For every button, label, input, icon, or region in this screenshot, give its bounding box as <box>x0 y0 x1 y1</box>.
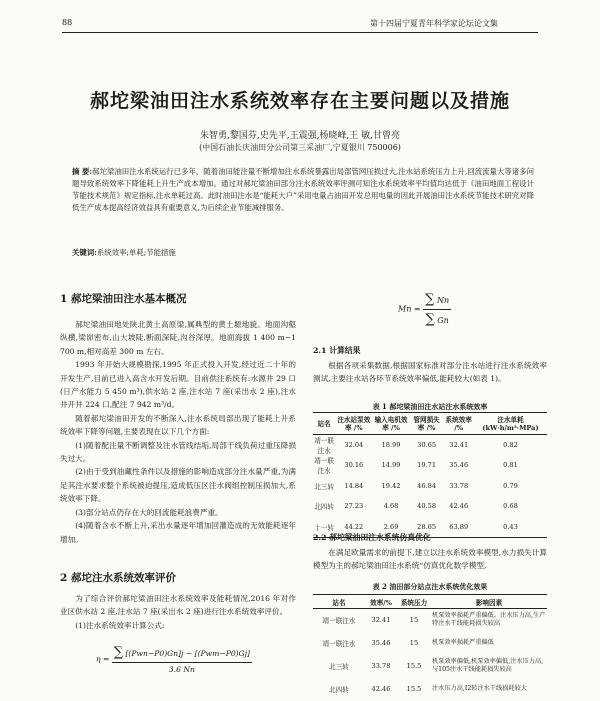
paragraph: 在满足欧量需求的前提下,建立以注水系统效率模型,水力损失计算模型为主的郝坨梁油田注水系统“仿真优化数学模型, <box>313 548 547 571</box>
unit-consumption-formula: Mn = $\frac{\sum Nn}{\sum Gn}$ <box>398 292 450 327</box>
column-header: 站名 <box>313 413 335 435</box>
paragraph: (3)部分站点仍存在大的回流能耗浪费严重。 <box>75 507 223 517</box>
table-cell: 北四转 <box>314 503 334 512</box>
formula-numerator: [(Pwn−P0)Gn]j − [(Pwm−P0)Gj] <box>125 649 251 658</box>
section2-body <box>60 592 296 632</box>
table-cell: 30.65 <box>417 441 437 449</box>
keywords-text: 系统效率;单耗;节能措施 <box>96 248 176 257</box>
table-cell: 2.69 <box>383 522 399 531</box>
table-row <box>313 496 547 517</box>
table-cell: 0.81 <box>503 461 518 470</box>
column-header: 影响因素 <box>431 595 547 609</box>
efficiency-formula: η = $\frac{\text{∑ [(Pwn−P0)Gn]j − [(Pwm−P0)Gj]}}{3.6 Nn}$ <box>96 645 251 674</box>
table-row <box>313 678 547 701</box>
paragraph: 根据各项采集数据,根据国家标准对部分注水站进行注水系统效率测试,主要注水站各环节系统效率偏低,能耗较大(如表 1)。 <box>313 361 547 384</box>
paragraph: 郝坨梁油田地处陕北黄土高原梁,属典型的黄土塬地貌。地面沟壑纵横,梁峁密布,山大坡陡,断面深陡,沟谷深厚。地面海拔 1 400 m~1 700 m,相对高差 300 m 左右。 <box>60 320 296 356</box>
subsection-2-2-heading: 2.2 郝坨梁油田注水系统仿真优化 <box>313 533 431 542</box>
table-cell: 机泵效率偏低,机泵效率偏低,注水压力高,与105注水干线能耗损失较高 <box>432 658 544 673</box>
table2-caption: 表 2 油田部分站点注水系统优化效果 <box>372 582 488 591</box>
table-cell: 靖一联注水 <box>314 437 334 455</box>
table-cell: 15.5 <box>406 662 422 670</box>
efficiency-table <box>313 412 547 538</box>
sum-symbol: ∑ <box>425 312 435 327</box>
subsection-2-1-body <box>313 359 547 386</box>
table-row <box>313 655 547 678</box>
table-cell: 18.99 <box>381 441 401 449</box>
column-header: 输入电机效率 /% <box>372 413 409 435</box>
paragraph: (1)随着配注量不断调整及注水管线结垢,局部干线负荷过重压降损失过大。 <box>60 440 296 464</box>
formula-denominator: 3.6 Nn <box>168 665 195 674</box>
running-header <box>62 18 538 33</box>
column-header: 系统效率 /% <box>444 413 474 435</box>
table-cell: 靖一联注水 <box>322 617 356 626</box>
paragraph: 1993 年开始大规模勘探,1995 年正式投入开发,经过近二十年的开发生产,目前已进入高含水开发后期。目前供注系统有:水源井 29 口(日产水能力 5 450 m³),供水站 2 座,注水站 7 座(采出水 2 座),注水井开井 224 口,配注 7 942 m³/d。 <box>60 360 296 410</box>
table-cell: 十一转 <box>314 523 334 532</box>
paragraph: 随着郝坨梁油田开发的不断深入,注水系统局部出现了能耗上升系统效率下降等问题,主要表现在以下几个方面: <box>60 413 296 437</box>
sum-symbol: ∑ <box>113 645 124 660</box>
table-cell: 40.58 <box>417 502 437 511</box>
formula-lhs: Mn <box>398 304 412 314</box>
formula-numerator: Nn <box>436 296 450 305</box>
table-cell: 33.78 <box>371 662 391 670</box>
table-cell: 19.42 <box>381 481 401 490</box>
table-cell: 15 <box>409 616 419 625</box>
paragraph: (1)注水系统效率计算公式: <box>75 620 165 630</box>
table-cell: 63.89 <box>449 522 469 531</box>
table-row <box>313 609 547 632</box>
column-header: 注水站泵效率 /% <box>335 413 372 435</box>
section2-heading: 2 郝坨注水系统效率评价 <box>60 572 176 584</box>
column-header: 注水单耗 (kW·h/m³·MPa) <box>474 413 547 435</box>
column-header: 系统压力 <box>397 595 431 609</box>
table-cell: 14.84 <box>344 481 364 490</box>
table-header-row <box>313 595 547 609</box>
table-row <box>313 455 547 476</box>
table-cell: 32.41 <box>371 616 391 625</box>
formula-fraction <box>423 292 451 327</box>
table-cell: 32.04 <box>344 441 364 449</box>
table-cell: 北三转 <box>314 482 334 491</box>
table-row <box>313 476 547 497</box>
abstract-text: 郝坨梁油田注水系统运行已多年，随着油田能注量不断增加注水系统暴露出局部管网压损过大,注水站系统压力上升,回流流量大等诸多问题导致系统效率下降能耗上升生产成本增加。通过对郝坨梁油田部分注水系统效率评测可知注水系统效率平均值均达低于《油田地面工程设计节能技术规范》规定指标,注水单耗过高。此时油田注水是“能耗大户”采用电量占油田开发总用电量的因此开展油田注水系统节能技术研究对降低生产成本提高经济效益具有重要意义,为后续企业节能减排服务。 <box>72 167 534 212</box>
table-cell: 靖一联注水 <box>314 457 334 476</box>
table-cell: 27.23 <box>344 502 364 511</box>
column-header: 管网损失率 /% <box>410 413 444 435</box>
paragraph: (4)随着含水不断上升,采出水量逐年增加回灌造成的无效能耗逐年增加。 <box>60 521 296 544</box>
keywords-label: 关键词: <box>72 248 97 257</box>
column-header: 效率/% <box>365 595 397 609</box>
paper-title: 郝坨梁油田注水系统效率存在主要问题以及措施 <box>89 90 510 112</box>
section1-heading: 1 郝坨梁油田注水基本概况 <box>60 293 187 305</box>
formula-lhs: η <box>96 654 101 664</box>
table-cell: 0.79 <box>503 481 518 490</box>
table-cell: 42.46 <box>371 685 391 693</box>
formula-fraction <box>112 645 252 674</box>
formula-denominator: Gn <box>437 316 449 325</box>
section1-body <box>60 318 296 546</box>
table-cell: 北三转 <box>329 663 349 671</box>
affiliation: (中国石油长庆油田分公司第三采油厂,宁夏银川 750006) <box>199 143 401 152</box>
paragraph: 为了综合评价郝坨梁油田注水系统效率及能耗情况,2016 年对作业区供水站 2 座,注水站 7 座(采出水 2 座)进行注水系统效率评价。 <box>60 594 296 617</box>
sum-symbol: ∑ <box>425 292 435 307</box>
table-cell: 15 <box>409 639 419 647</box>
table-cell: 35.46 <box>449 461 469 470</box>
table-cell: 30.16 <box>344 461 364 470</box>
table-cell: 机泵效率损耗严重偏低 <box>432 639 494 646</box>
journal-name: 第十四届宁夏青年科学家论坛论文集 <box>370 19 498 28</box>
table-cell: 机泵效率损耗严重偏低。注水压力高,生产特注水干线能耗损失较高 <box>432 612 546 628</box>
keywords <box>72 247 534 258</box>
table-row <box>313 435 547 456</box>
table-cell: 32.41 <box>449 441 469 449</box>
table-cell: 42.46 <box>449 502 469 511</box>
table-cell: 14.99 <box>381 461 401 470</box>
page-number: 88 <box>62 18 73 27</box>
abstract-label: 摘 要: <box>72 167 93 176</box>
table-cell: 28.65 <box>417 522 437 531</box>
table-cell: 靖一联注水 <box>322 640 356 648</box>
table-cell: 注水压力高,Ⅰ2转注水干线损耗较大 <box>432 685 527 692</box>
table-cell: 0.43 <box>503 522 518 531</box>
table-cell: 19.71 <box>417 461 437 470</box>
table-cell: 4.68 <box>383 502 399 511</box>
table-cell: 0.82 <box>503 441 518 449</box>
optimization-table <box>313 594 547 701</box>
table-cell: 35.46 <box>371 639 391 647</box>
table-row <box>313 632 547 655</box>
column-header: 站名 <box>313 595 365 609</box>
table-cell: 46.84 <box>417 481 437 490</box>
author-list: 朱智勇,黎国芬,史先平,王震强,杨晓峰,王 敏,甘曾亮 <box>199 131 401 141</box>
table-header-row <box>313 413 547 435</box>
table-cell: 0.68 <box>503 502 518 511</box>
table-cell: 北四转 <box>329 686 349 694</box>
table-cell: 15.5 <box>406 685 422 693</box>
table-cell: 44.22 <box>344 522 364 531</box>
table1-caption: 表 1 郝坨梁油田注水站注水系统效率 <box>372 402 488 411</box>
abstract <box>72 166 534 214</box>
subsection-2-1-heading: 2.1 计算结果 <box>313 346 361 355</box>
subsection-2-2-body <box>313 546 547 573</box>
table-cell: 33.78 <box>449 481 469 490</box>
paragraph: (2)由于受到油藏性条件以及措施的影响造成部分注水量严重,为满足其注水要求整个系统被迫提压,造成低压区注水阀组控制压损加大,系统效率下降。 <box>60 467 296 504</box>
